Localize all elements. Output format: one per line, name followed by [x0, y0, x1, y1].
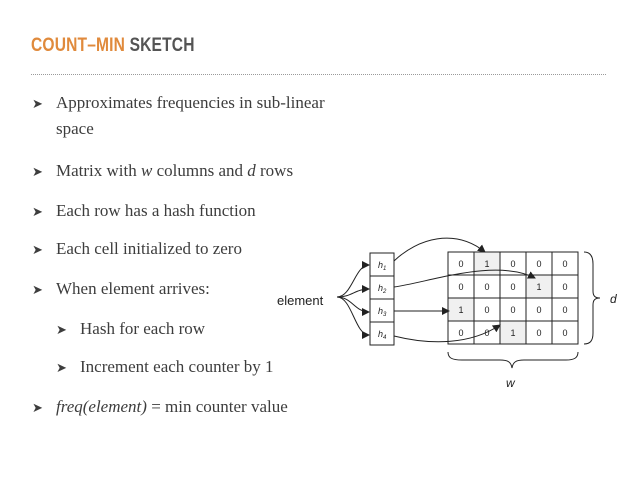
matrix-cell-value: 0: [536, 328, 542, 338]
matrix-cell-value: 0: [458, 282, 464, 292]
hash-label-4: $h_4$: [378, 329, 387, 341]
arrow-icon: ➤: [32, 205, 43, 220]
matrix-cell-value: 0: [536, 259, 542, 269]
w-brace: [448, 352, 578, 368]
bullet-approximates-continued: space: [56, 119, 94, 138]
bullet-element-arrives: ➤ When element arrives:: [32, 276, 210, 303]
hash-label-2: $h_2$: [378, 283, 387, 295]
w-label: w: [506, 376, 515, 390]
arrow-icon: ➤: [56, 323, 67, 338]
title-accent: COUNT–MIN: [31, 35, 126, 56]
arrow-icon: ➤: [32, 283, 43, 298]
element-fanout-arrows: [337, 265, 369, 335]
d-brace: [584, 252, 600, 344]
arrow-icon: ➤: [32, 165, 43, 180]
matrix-cell-value: 0: [562, 282, 568, 292]
matrix-cell-value: 0: [562, 305, 568, 315]
arrow-icon: ➤: [32, 97, 43, 112]
matrix-cell-value: 0: [484, 328, 490, 338]
matrix-cell-value: 1: [510, 328, 516, 338]
d-label: d: [610, 292, 617, 306]
bullet-freq: ➤ freq(element) = min counter value: [32, 394, 288, 421]
subbullet-hash-each-row: ➤ Hash for each row: [56, 316, 205, 343]
bullet-initialized: ➤ Each cell initialized to zero: [32, 236, 242, 263]
matrix-cell-value: 0: [536, 305, 542, 315]
bullet-matrix: ➤ Matrix with w columns and d rows: [32, 158, 293, 185]
matrix-cell-value: 0: [562, 328, 568, 338]
subbullet-increment: ➤ Increment each counter by 1: [56, 354, 274, 381]
matrix-cell-value: 0: [510, 305, 516, 315]
counter-matrix: [448, 252, 578, 344]
matrix-cell-value: 0: [510, 282, 516, 292]
element-label: element: [277, 293, 324, 308]
matrix-cell-value: 0: [458, 328, 464, 338]
matrix-cell-value: 0: [458, 259, 464, 269]
matrix-cell-value: 0: [484, 282, 490, 292]
bullet-hash-function: ➤ Each row has a hash function: [32, 198, 256, 225]
matrix-cell-value: 0: [484, 305, 490, 315]
matrix-cell-value: 1: [484, 259, 490, 269]
arrow-icon: ➤: [32, 401, 43, 416]
arrow-icon: ➤: [32, 243, 43, 258]
matrix-cell-value: 1: [458, 305, 464, 315]
hash-function-boxes: [370, 253, 394, 345]
bullet-approximates: ➤ Approximates frequencies in sub-linear: [32, 90, 325, 117]
hash-label-1: $h_1$: [378, 260, 387, 272]
matrix-cell-value: 1: [536, 282, 542, 292]
matrix-cell-value: 0: [510, 259, 516, 269]
matrix-cell-value: 0: [562, 259, 568, 269]
title-rest: SKETCH: [125, 35, 195, 56]
arrow-icon: ➤: [56, 361, 67, 376]
hash-label-3: $h_3$: [378, 306, 387, 318]
